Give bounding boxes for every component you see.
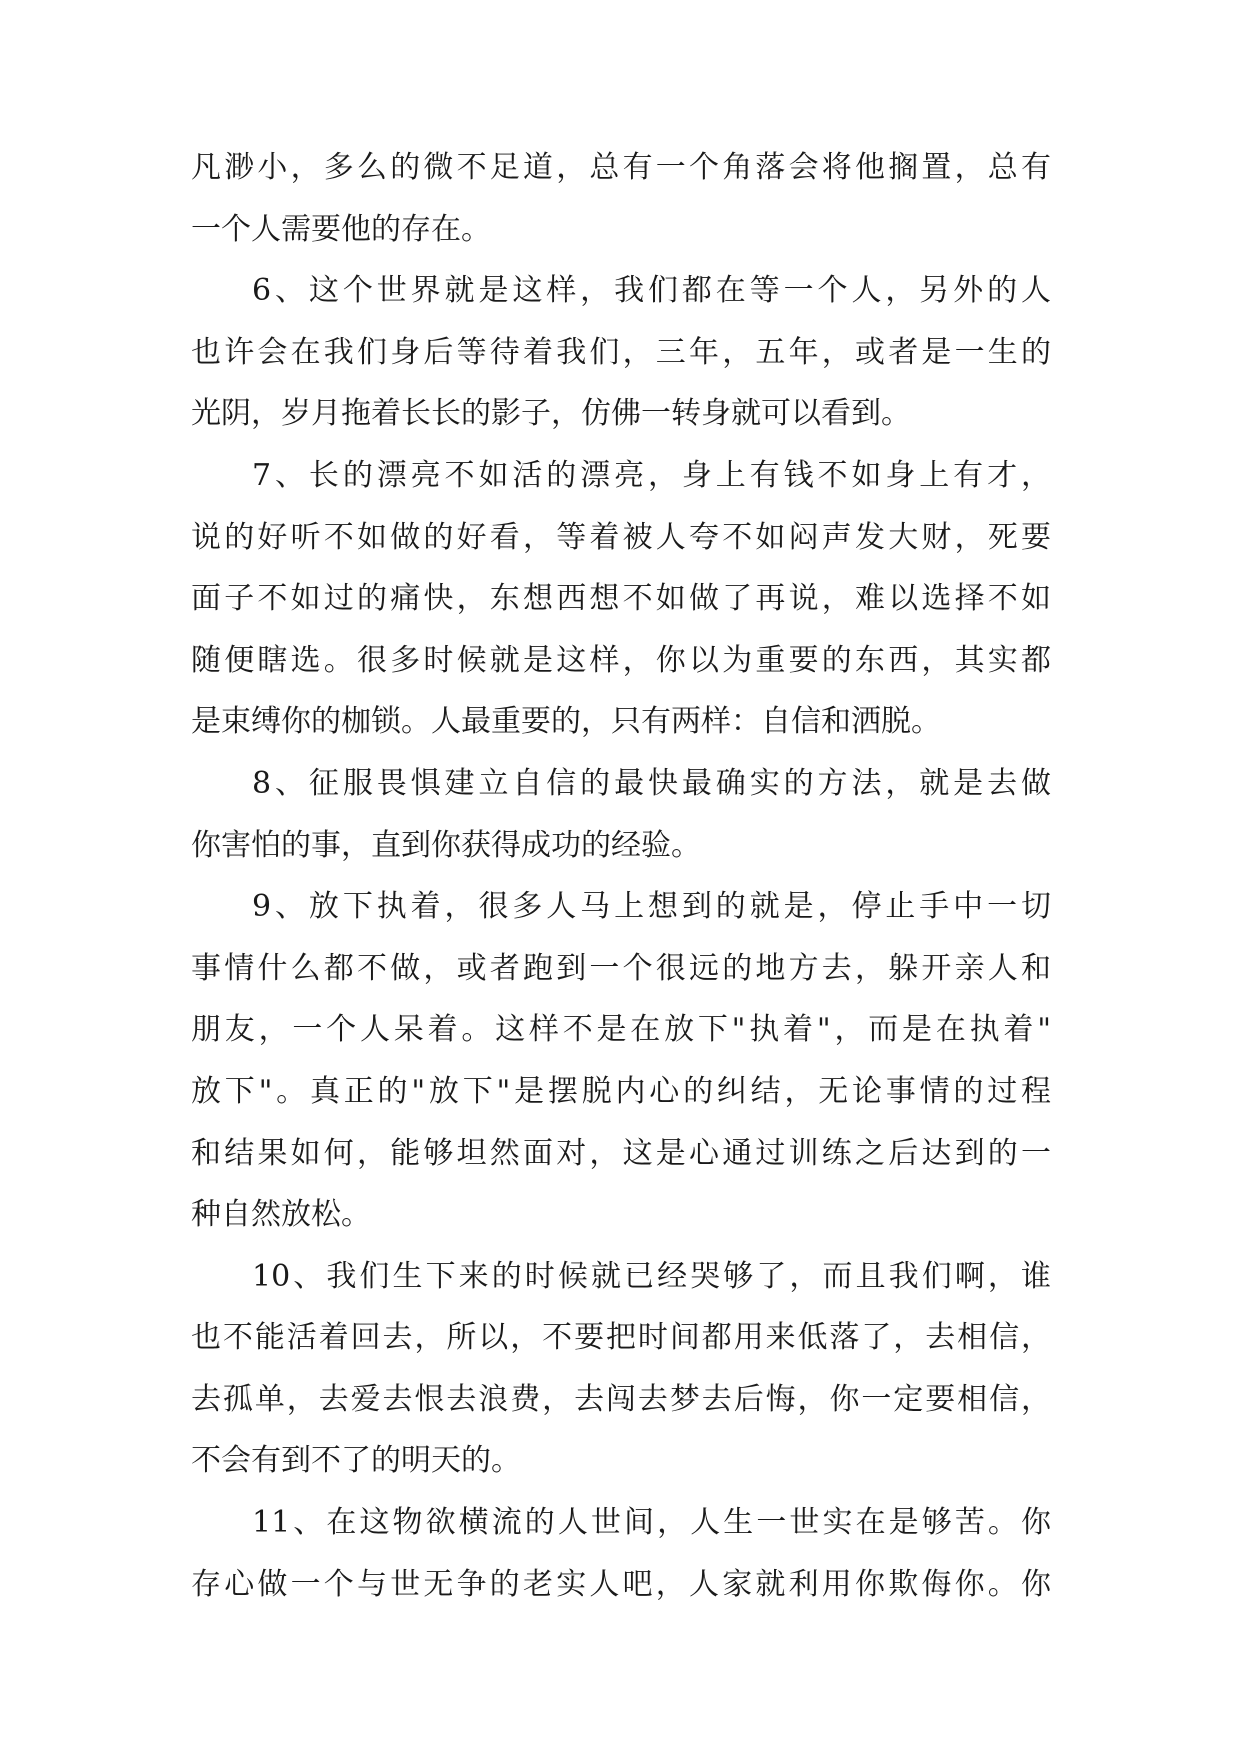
text-line: 不会有到不了的明天的。 (191, 1443, 521, 1479)
text-line: 面子不如过的痛快，东想西想不如做了再说，难以选择不如 (191, 581, 1051, 617)
text-line: 凡渺小，多么的微不足道，总有一个角落会将他搁置，总有 (191, 150, 1051, 185)
paragraph-first-line: 9、放下执着，很多人马上想到的就是，停止手中一切 (252, 889, 1051, 925)
paragraph-first-line: 7、长的漂亮不如活的漂亮，身上有钱不如身上有才， (252, 457, 1051, 493)
document-page (191, 137, 1051, 1615)
paragraph-first-line: 10、我们生下来的时候就已经哭够了，而且我们啊，谁 (252, 1258, 1051, 1294)
paragraph-first-line: 8、征服畏惧建立自信的最快最确实的方法，就是去做 (252, 765, 1051, 801)
text-line: 存心做一个与世无争的老实人吧，人家就利用你欺侮你。你 (191, 1566, 1051, 1602)
text-line: 去孤单，去爱去恨去浪费，去闯去梦去后悔，你一定要相信， (191, 1381, 1051, 1417)
paragraph-first-line: 6、这个世界就是这样，我们都在等一个人，另外的人 (252, 273, 1051, 309)
text-line: 一个人需要他的存在。 (191, 211, 491, 247)
text-line: 也许会在我们身后等待着我们，三年，五年，或者是一生的 (191, 334, 1051, 370)
text-line: 你害怕的事，直到你获得成功的经验。 (191, 827, 701, 863)
text-line: 朋友，一个人呆着。这样不是在放下"执着"，而是在执着" (191, 1012, 1051, 1048)
text-line: 事情什么都不做，或者跑到一个很远的地方去，躲开亲人和 (191, 950, 1051, 986)
text-line: 光阴，岁月拖着长长的影子，仿佛一转身就可以看到。 (191, 396, 911, 432)
text-line: 说的好听不如做的好看，等着被人夸不如闷声发大财，死要 (191, 519, 1051, 555)
text-line: 是束缚你的枷锁。人最重要的，只有两样：自信和洒脱。 (191, 704, 941, 740)
body-text (191, 137, 1051, 1615)
text-line: 和结果如何，能够坦然面对，这是心通过训练之后达到的一 (191, 1135, 1051, 1171)
text-line: 放下"。真正的"放下"是摆脱内心的纠结，无论事情的过程 (191, 1073, 1051, 1109)
text-line: 随便瞎选。很多时候就是这样，你以为重要的东西，其实都 (191, 642, 1051, 678)
paragraph-first-line: 11、在这物欲横流的人世间，人生一世实在是够苦。你 (252, 1505, 1051, 1541)
text-line: 也不能活着回去，所以，不要把时间都用来低落了，去相信， (191, 1320, 1051, 1356)
text-line: 种自然放松。 (191, 1197, 371, 1233)
